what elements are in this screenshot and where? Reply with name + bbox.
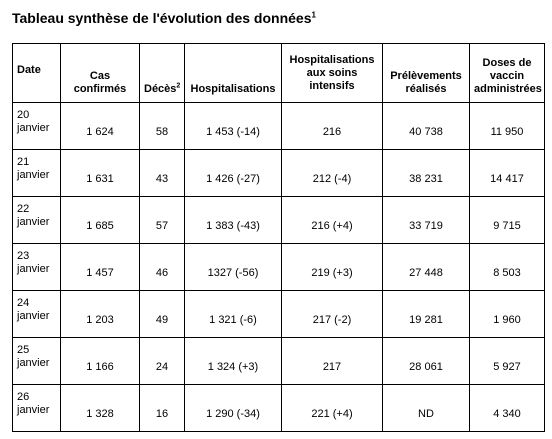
cell-date-month: janvier	[17, 404, 50, 416]
cell-vaccine-doses	[470, 291, 545, 338]
cell-intensive-care-value: 219 (+3)	[311, 266, 353, 279]
cell-intensive-care-value: 212 (-4)	[312, 172, 352, 185]
cell-samples-value: 28 061	[409, 360, 443, 373]
cell-hospitalisations	[185, 244, 282, 291]
cell-confirmed-cases	[61, 291, 140, 338]
cell-confirmed-cases-value: 1 457	[86, 266, 114, 279]
cell-date-day: 25	[17, 344, 30, 356]
cell-vaccine-doses-value: 4 340	[493, 407, 521, 420]
table-row	[13, 291, 545, 338]
header-intensive-care: Hospitalisations aux soins intensifs	[282, 44, 383, 103]
deaths-footnote-marker: 2	[176, 82, 181, 90]
cell-intensive-care	[282, 244, 383, 291]
table-header-row	[13, 44, 545, 103]
cell-vaccine-doses-value: 9 715	[493, 219, 521, 232]
cell-date	[13, 197, 61, 244]
cell-intensive-care	[282, 150, 383, 197]
cell-confirmed-cases	[61, 385, 140, 432]
cell-hospitalisations	[185, 291, 282, 338]
cell-hospitalisations	[185, 197, 282, 244]
cell-intensive-care	[282, 338, 383, 385]
cell-vaccine-doses	[470, 385, 545, 432]
cell-vaccine-doses-value: 8 503	[493, 266, 521, 279]
cell-hospitalisations	[185, 150, 282, 197]
cell-confirmed-cases-value: 1 624	[86, 125, 114, 138]
cell-intensive-care	[282, 385, 383, 432]
cell-samples	[383, 150, 470, 197]
cell-deaths	[140, 291, 185, 338]
cell-confirmed-cases-value: 1 328	[86, 407, 114, 420]
cell-date-month: janvier	[17, 357, 50, 369]
table-row	[13, 103, 545, 150]
cell-date-month: janvier	[17, 169, 50, 181]
cell-date-day: 21	[17, 156, 30, 168]
cell-confirmed-cases	[61, 103, 140, 150]
cell-intensive-care-value: 217	[322, 360, 342, 373]
table-row	[13, 150, 545, 197]
table-row	[13, 197, 545, 244]
title-footnote-marker: 1	[311, 10, 316, 20]
cell-date	[13, 385, 61, 432]
cell-samples	[383, 291, 470, 338]
cell-vaccine-doses	[470, 150, 545, 197]
cell-samples	[383, 197, 470, 244]
cell-vaccine-doses-value: 14 417	[490, 172, 524, 185]
cell-date-month: janvier	[17, 310, 50, 322]
cell-date-day: 26	[17, 391, 30, 403]
cell-confirmed-cases	[61, 150, 140, 197]
cell-vaccine-doses	[470, 103, 545, 150]
cell-samples-value: ND	[418, 407, 434, 420]
cell-hospitalisations	[185, 338, 282, 385]
table-row	[13, 244, 545, 291]
cell-deaths-value: 43	[155, 172, 169, 185]
cell-confirmed-cases-value: 1 203	[86, 313, 114, 326]
cell-intensive-care	[282, 291, 383, 338]
cell-samples-value: 40 738	[409, 125, 443, 138]
cell-vaccine-doses	[470, 338, 545, 385]
cell-samples	[383, 385, 470, 432]
cell-deaths	[140, 338, 185, 385]
cell-date-day: 24	[17, 297, 30, 309]
cell-deaths-value: 49	[155, 313, 169, 326]
cell-deaths-value: 46	[155, 266, 169, 279]
header-vaccine-doses: Doses de vaccin administrées	[470, 44, 545, 103]
cell-hospitalisations	[185, 385, 282, 432]
cell-deaths-value: 24	[155, 360, 169, 373]
cell-intensive-care-value: 221 (+4)	[311, 407, 353, 420]
cell-vaccine-doses-value: 5 927	[493, 360, 521, 373]
cell-date	[13, 150, 61, 197]
table-body	[13, 103, 545, 432]
cell-confirmed-cases-value: 1 166	[86, 360, 114, 373]
cell-hospitalisations-value: 1 383 (-43)	[206, 219, 260, 232]
cell-hospitalisations-value: 1 321 (-6)	[209, 313, 257, 326]
cell-date-day: 23	[17, 250, 30, 262]
cell-hospitalisations-value: 1 324 (+3)	[207, 360, 259, 373]
cell-intensive-care	[282, 197, 383, 244]
cell-date-month: janvier	[17, 263, 50, 275]
header-confirmed-cases: Cas confirmés	[61, 44, 140, 103]
cell-samples	[383, 244, 470, 291]
cell-date	[13, 338, 61, 385]
table-row	[13, 385, 545, 432]
cell-vaccine-doses-value: 11 950	[490, 125, 524, 138]
cell-intensive-care	[282, 103, 383, 150]
cell-deaths-value: 57	[155, 219, 169, 232]
cell-intensive-care-value: 217 (-2)	[312, 313, 352, 326]
header-date: Date	[13, 44, 61, 103]
cell-samples-value: 19 281	[409, 313, 443, 326]
cell-date-month: janvier	[17, 216, 50, 228]
cell-deaths	[140, 244, 185, 291]
cell-hospitalisations-value: 1 290 (-34)	[206, 407, 260, 420]
cell-intensive-care-value: 216	[322, 125, 342, 138]
cell-deaths	[140, 385, 185, 432]
cell-date	[13, 291, 61, 338]
page-title	[12, 10, 316, 26]
cell-date-month: janvier	[17, 122, 50, 134]
cell-deaths	[140, 197, 185, 244]
cell-samples-value: 38 231	[409, 172, 443, 185]
cell-date	[13, 244, 61, 291]
cell-deaths	[140, 150, 185, 197]
cell-vaccine-doses	[470, 244, 545, 291]
cell-deaths-value: 16	[155, 407, 169, 420]
cell-vaccine-doses-value: 1 960	[493, 313, 521, 326]
header-deaths	[140, 44, 185, 103]
cell-confirmed-cases-value: 1 631	[86, 172, 114, 185]
cell-hospitalisations-value: 1 453 (-14)	[206, 125, 260, 138]
cell-samples-value: 33 719	[409, 219, 443, 232]
cell-date-day: 20	[17, 109, 30, 121]
cell-samples	[383, 338, 470, 385]
cell-hospitalisations	[185, 103, 282, 150]
cell-vaccine-doses	[470, 197, 545, 244]
header-samples: Prélèvements réalisés	[383, 44, 470, 103]
cell-hospitalisations-value: 1327 (-56)	[207, 266, 259, 279]
cell-deaths	[140, 103, 185, 150]
cell-hospitalisations-value: 1 426 (-27)	[206, 172, 260, 185]
header-deaths-label: Décès	[144, 83, 177, 95]
header-hospitalisations: Hospitalisations	[185, 44, 282, 103]
cell-deaths-value: 58	[155, 125, 169, 138]
cell-confirmed-cases	[61, 197, 140, 244]
cell-confirmed-cases	[61, 338, 140, 385]
cell-confirmed-cases	[61, 244, 140, 291]
cell-samples-value: 27 448	[409, 266, 443, 279]
cell-samples	[383, 103, 470, 150]
cell-date-day: 22	[17, 203, 30, 215]
cell-intensive-care-value: 216 (+4)	[311, 219, 353, 232]
page-title-text: Tableau synthèse de l'évolution des données	[12, 10, 312, 26]
data-summary-table	[12, 43, 545, 432]
table-row	[13, 338, 545, 385]
cell-confirmed-cases-value: 1 685	[86, 219, 114, 232]
cell-date	[13, 103, 61, 150]
